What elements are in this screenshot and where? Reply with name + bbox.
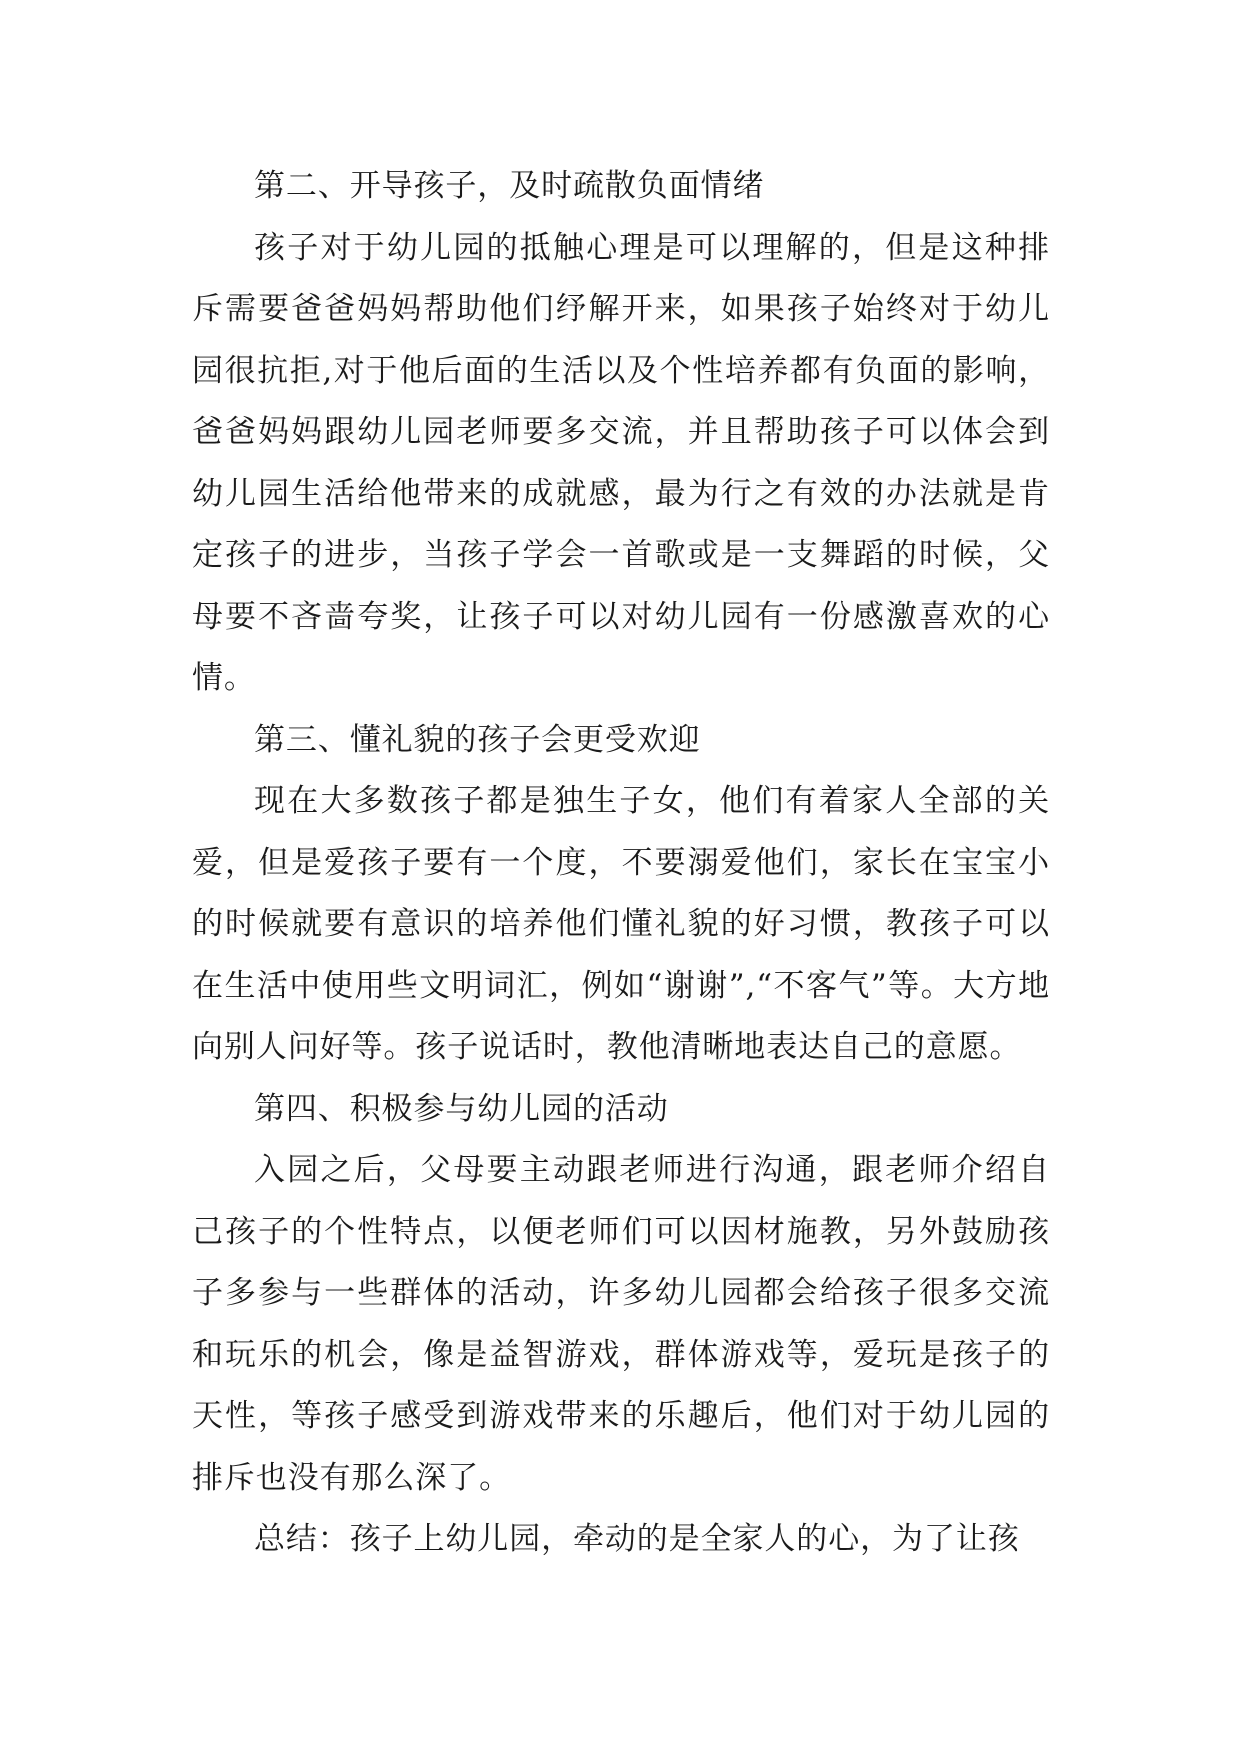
section-heading-3: 第三、懂礼貌的孩子会更受欢迎 bbox=[254, 721, 701, 758]
body-paragraph: 入园之后，父母要主动跟老师进行沟通，跟老师介绍自己孩子的个性特点，以便老师们可以因材施教，另外鼓励孩子多参与一些群体的活动，许多幼儿园都会给孩子很多交流和玩乐的机会，像是益智游戏，群体游戏等，爱玩是孩子的天性，等孩子感受到游戏带来的乐趣后，他们对于幼儿园的排斥也没有那么深了。 bbox=[192, 1152, 1050, 1496]
body-paragraph: 现在大多数孩子都是独生子女，他们有着家人全部的关爱，但是爱孩子要有一个度，不要溺爱他们，家长在宝宝小的时候就要有意识的培养他们懂礼貌的好习惯，教孩子可以在生活中使用些文明词汇，例如“谢谢”,“不客气”等。大方地向别人问好等。孩子说话时，教他清晰地表达自己的意愿。 bbox=[192, 783, 1050, 1065]
section-heading-2: 第二、开导孩子，及时疏散负面情绪 bbox=[254, 168, 765, 204]
section-heading-4: 第四、积极参与幼儿园的活动 bbox=[254, 1090, 669, 1127]
body-paragraph: 孩子对于幼儿园的抵触心理是可以理解的，但是这种排斥需要爸爸妈妈帮助他们纾解开来，如果孩子始终对于幼儿园很抗拒,对于他后面的生活以及个性培养都有负面的影响，爸爸妈妈跟幼儿园老师要多交流，并且帮助孩子可以体会到幼儿园生活给他带来的成就感，最为行之有效的办法就是肯定孩子的进步，当孩子学会一首歌或是一支舞蹈的时候，父母要不吝啬夸奖，让孩子可以对幼儿园有一份感激喜欢的心情。 bbox=[192, 229, 1050, 696]
summary-paragraph: 总结：孩子上幼儿园，牵动的是全家人的心，为了让孩 bbox=[254, 1521, 1020, 1557]
document-body bbox=[192, 156, 1050, 1571]
